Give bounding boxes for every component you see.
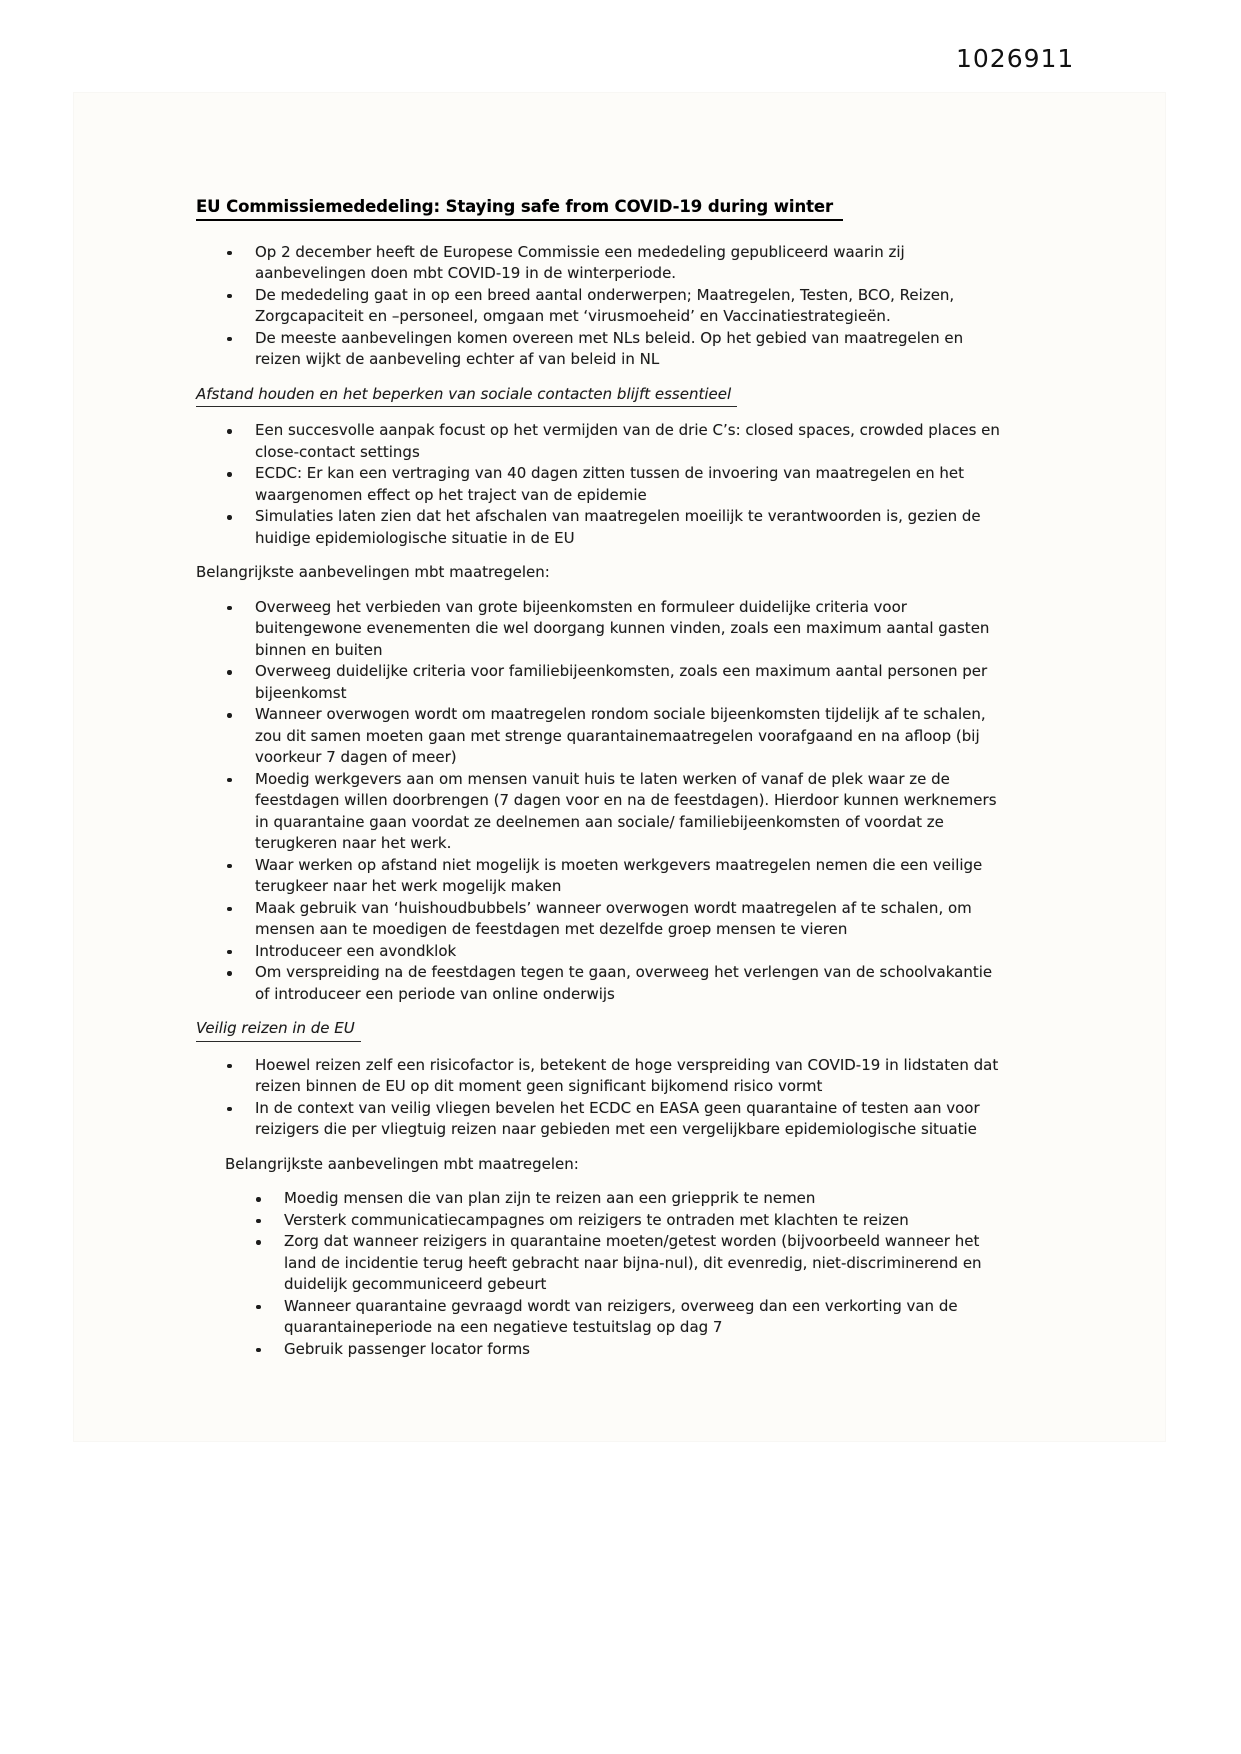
bullet-item: De meeste aanbevelingen komen overeen met NLs beleid. Op het gebied van maatregelen en reizen wijkt de aanbeveling echter af van beleid in NL	[225, 328, 1004, 371]
bullet-item: Hoewel reizen zelf een risicofactor is, betekent de hoge verspreiding van COVID-19 in lidstaten dat reizen binnen de EU op dit moment geen significant bijkomend risico vormt	[225, 1055, 1004, 1098]
bullet-item: Zorg dat wanneer reizigers in quarantaine moeten/getest worden (bijvoorbeeld wanneer het land de incidentie terug heeft gebracht naar bijna-nul), dit evenredig, niet-discriminerend en duidelijk gecommuniceerd gebeurt	[254, 1231, 1004, 1296]
section-distancing	[196, 384, 1004, 408]
bullet-item: Introduceer een avondklok	[225, 941, 1004, 963]
bullet-item: Wanneer overwogen wordt om maatregelen rondom sociale bijeenkomsten tijdelijk af te schalen, zou dit samen moeten gaan met strenge quarantainemaatregelen voorafgaand en na afloop (bij voorkeur 7 dagen of meer)	[225, 704, 1004, 769]
bullet-item: Moedig mensen die van plan zijn te reizen aan een griepprik te nemen	[254, 1188, 1004, 1210]
bullet-item: De mededeling gaat in op een breed aantal onderwerpen; Maatregelen, Testen, BCO, Reizen, Zorgcapaciteit en –personeel, omgaan met ‘virusmoeheid’ en Vaccinatiestrategieën.	[225, 285, 1004, 328]
section-travel	[196, 1018, 1004, 1042]
intro-bullet-list	[196, 242, 1004, 371]
bullet-item: In de context van veilig vliegen bevelen het ECDC en EASA geen quarantaine of testen aan voor reizigers die per vliegtuig reizen naar gebieden met een vergelijkbare epidemiologische situatie	[225, 1098, 1004, 1141]
bullet-item: Om verspreiding na de feestdagen tegen te gaan, overweeg het verlengen van de schoolvakantie of introduceer een periode van online onderwijs	[225, 962, 1004, 1005]
bullet-item: Overweeg duidelijke criteria voor familiebijeenkomsten, zoals een maximum aantal personen per bijeenkomst	[225, 661, 1004, 704]
measures-bullet-list	[196, 597, 1004, 1006]
recommendations-measures-heading: Belangrijkste aanbevelingen mbt maatregelen:	[196, 563, 550, 581]
bullet-item: Simulaties laten zien dat het afschalen van maatregelen moeilijk te verantwoorden is, gezien de huidige epidemiologische situatie in de EU	[225, 506, 1004, 549]
section-heading-travel: Veilig reizen in de EU	[196, 1018, 361, 1042]
bullet-item: Maak gebruik van ‘huishoudbubbels’ wanneer overwogen wordt maatregelen af te schalen, om mensen aan te moedigen de feestdagen met dezelfde groep mensen te vieren	[225, 898, 1004, 941]
bullet-item: Op 2 december heeft de Europese Commissie een mededeling gepubliceerd waarin zij aanbevelingen doen mbt COVID-19 in de winterperiode.	[225, 242, 1004, 285]
document-title: EU Commissiemededeling: Staying safe from COVID-19 during winter	[196, 196, 843, 221]
document-number: 1026911	[956, 44, 1075, 73]
section-heading-distancing: Afstand houden en het beperken van sociale contacten blijft essentieel	[196, 384, 737, 408]
distancing-bullet-list	[196, 420, 1004, 549]
bullet-item: Een succesvolle aanpak focust op het vermijden van de drie C’s: closed spaces, crowded places en close-contact settings	[225, 420, 1004, 463]
bullet-item: Gebruik passenger locator forms	[254, 1339, 1004, 1361]
bullet-item: Wanneer quarantaine gevraagd wordt van reizigers, overweeg dan een verkorting van de quarantaineperiode na een negatieve testuitslag op dag 7	[254, 1296, 1004, 1339]
bullet-item: ECDC: Er kan een vertraging van 40 dagen zitten tussen de invoering van maatregelen en het waargenomen effect op het traject van de epidemie	[225, 463, 1004, 506]
bullet-item: Versterk communicatiecampagnes om reizigers te ontraden met klachten te reizen	[254, 1210, 1004, 1232]
travel-bullet-list	[196, 1055, 1004, 1141]
travel-recommendations-bullet-list	[225, 1188, 1004, 1360]
bullet-item: Moedig werkgevers aan om mensen vanuit huis te laten werken of vanaf de plek waar ze de feestdagen willen doorbrengen (7 dagen voor en na de feestdagen). Hierdoor kunnen werknemers in quarantaine gaan voordat ze deelnemen aan sociale/ familiebijeenkomsten of voordat ze terugkeren naar het werk.	[225, 769, 1004, 855]
bullet-item: Waar werken op afstand niet mogelijk is moeten werkgevers maatregelen nemen die een veilige terugkeer naar het werk mogelijk maken	[225, 855, 1004, 898]
document-body	[196, 196, 1004, 1373]
bullet-item: Overweeg het verbieden van grote bijeenkomsten en formuleer duidelijke criteria voor buitengewone evenementen die wel doorgang kunnen vinden, zoals een maximum aantal gasten binnen en buiten	[225, 597, 1004, 662]
recommendations-travel-heading: Belangrijkste aanbevelingen mbt maatregelen:	[225, 1154, 579, 1173]
